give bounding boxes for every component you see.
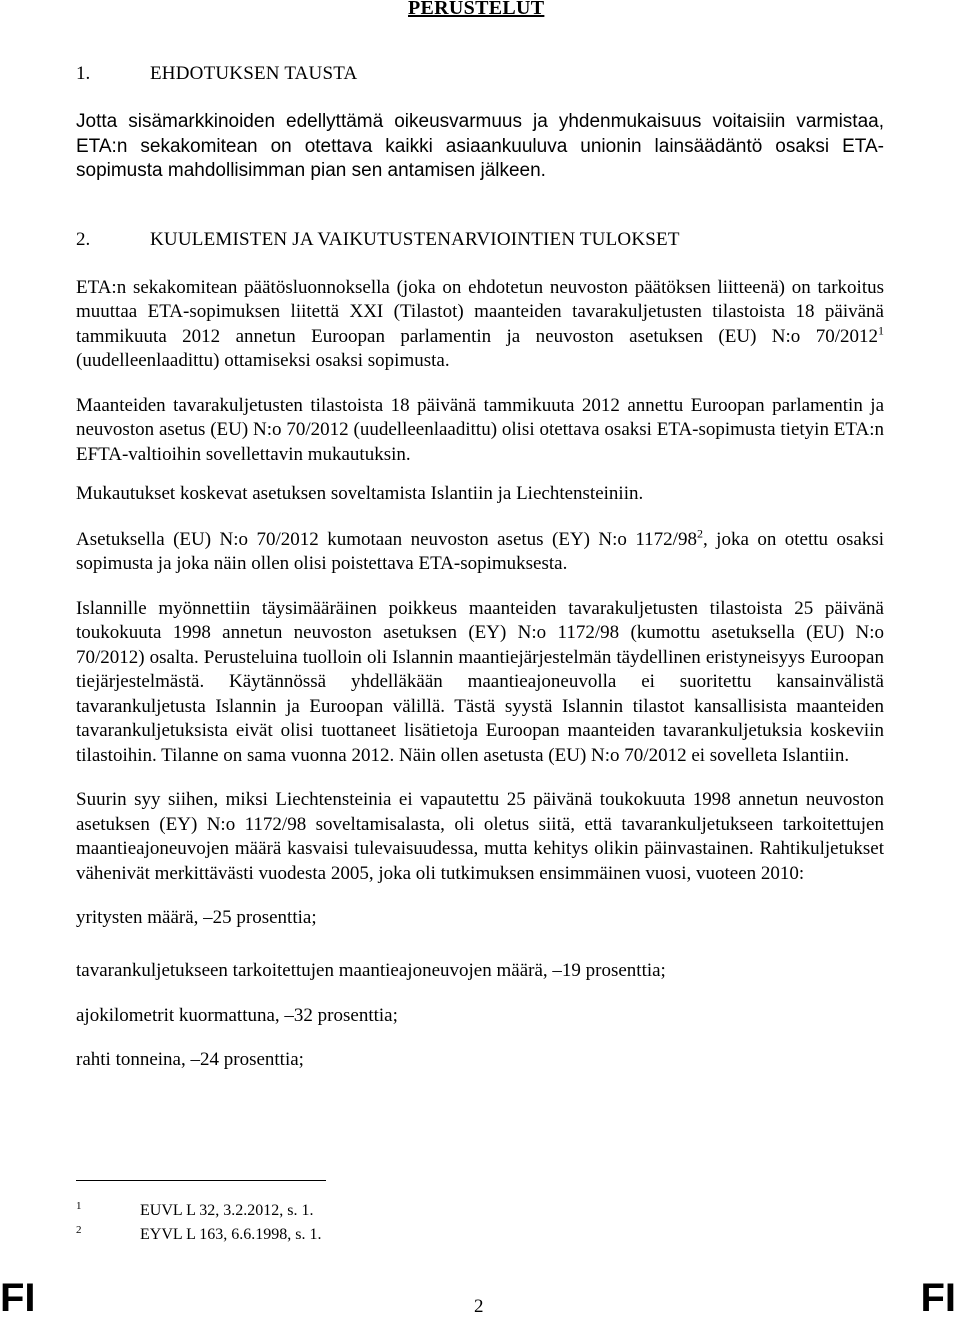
section-heading-1 bbox=[76, 62, 884, 86]
language-code-right: FI bbox=[920, 1276, 956, 1320]
language-code-left: FI bbox=[0, 1276, 36, 1320]
page-number: 2 bbox=[474, 1296, 484, 1317]
p1-text-end: (uudelleenlaadittu) ottamiseksi osaksi sopimusta. bbox=[76, 350, 450, 371]
footnote-divider bbox=[76, 1180, 326, 1181]
section-number: 1. bbox=[76, 63, 91, 84]
document-heading: PERUSTELUT bbox=[408, 0, 545, 19]
section2-paragraph-4 bbox=[76, 528, 884, 577]
section2-paragraph-5: Islannille myönnettiin täysimääräinen poikkeus maanteiden tavarakuljetusten tilastoista 25 päivänä toukokuuta 1998 annetun neuvoston asetuksen (EY) N:o 1172/98 (kumottu asetuksella (EU) N:o 70/2012) osalta. Perusteluina tuolloin oli Islannin maantiejärjestelmän täydellinen eristyneisyys Euroopan tiejärjestelmästä. Käytännössä yhdelläkään maantieajoneuvolla ei suoritettu kansainvälistä tavarankuljetusta Islannin ja Euroopan välillä. Tästä syystä Islannin tilastot kansallisista maanteiden tavarankuljetuksista eivät olisi tuottaneet lisätietoja Euroopan maanteiden tavarankuljetuksia koskeviin tilastoihin. Tilanne on sama vuonna 2012. Näin ollen asetusta (EU) N:o 70/2012 ei sovelleta Islantiin. bbox=[76, 597, 884, 766]
footnote-text: EYVL L 163, 6.6.1998, s. 1. bbox=[140, 1226, 322, 1243]
section2-paragraph-1 bbox=[76, 276, 884, 374]
footnote-number: 1 bbox=[76, 1200, 82, 1212]
list-item: tavarankuljetukseen tarkoitettujen maantieajoneuvojen määrä, –19 prosenttia; bbox=[76, 960, 666, 981]
list-item: yritysten määrä, –25 prosenttia; bbox=[76, 907, 317, 928]
section-number: 2. bbox=[76, 228, 91, 250]
section2-paragraph-2: Maanteiden tavarakuljetusten tilastoista 18 päivänä tammikuuta 2012 annettu Euroopan parlamentin ja neuvoston asetus (EU) N:o 70/2012 (uudelleenlaadittu) olisi otettava osaksi ETA-sopimusta tietyin ETA:n EFTA-valtioihin sovellettavin mukautuksin. bbox=[76, 394, 884, 465]
footnotes bbox=[76, 1199, 321, 1247]
section2-paragraph-6: Suurin syy siihen, miksi Liechtensteinia ei vapautettu 25 päivänä toukokuuta 1998 annetun neuvoston asetuksen (EY) N:o 1172/98 soveltamisalasta, oli oletus siitä, että tavarankuljetukseen tarkoitettujen maantieajoneuvojen määrä kasvaisi tulevaisuudessa, mutta kehitys olikin päinvastainen. Rahtikuljetukset vähenivät merkittävästi vuodesta 2005, joka oli tutkimuksen ensimmäinen vuosi, vuoteen 2010: bbox=[76, 789, 884, 884]
section-heading-2 bbox=[76, 228, 884, 252]
p1-text: ETA:n sekakomitean päätösluonnoksella (joka on ehdotetun neuvoston päätöksen liitteenä) on tarkoitus muuttaa ETA-sopimuksen liitettä XXI (Tilastot) maanteiden tavarakuljetusten tilastoista 18 päivänä tammikuuta 2012 annetun Euroopan parlamentin ja neuvoston asetuksen (EU) N:o 70/2012 bbox=[76, 276, 884, 347]
section1-paragraph: Jotta sisämarkkinoiden edellyttämä oikeusvarmuus ja yhdenmukaisuus voitaisiin varmistaa, ETA:n sekakomitean on otettava kaikki asiaankuuluva unionin lainsäädäntö osaksi ETA-sopimusta mahdollisimman pian sen antamisen jälkeen. bbox=[76, 111, 884, 181]
footnote-ref-2: 2 bbox=[696, 526, 703, 541]
section2-paragraph-3: Mukautukset koskevat asetuksen soveltamista Islantiin ja Liechtensteiniin. bbox=[76, 483, 644, 504]
footnote bbox=[76, 1199, 321, 1223]
footnote bbox=[76, 1223, 321, 1247]
section-title: KUULEMISTEN JA VAIKUTUSTENARVIOINTIEN TULOKSET bbox=[150, 228, 680, 250]
section-title: EHDOTUKSEN TAUSTA bbox=[150, 63, 358, 84]
footnote-ref-1: 1 bbox=[878, 323, 884, 338]
list-item: rahti tonneina, –24 prosenttia; bbox=[76, 1049, 304, 1070]
document-body bbox=[76, 62, 884, 1072]
footnote-number: 2 bbox=[76, 1224, 82, 1236]
footnote-text: EUVL L 32, 3.2.2012, s. 1. bbox=[140, 1202, 314, 1219]
p4-text-end: , joka on otettu osaksi sopimusta ja joka näin ollen olisi poistettava ETA-sopimuksesta. bbox=[76, 528, 884, 574]
p4-text: Asetuksella (EU) N:o 70/2012 kumotaan neuvoston asetus (EY) N:o 1172/98 bbox=[76, 528, 697, 550]
list-item: ajokilometrit kuormattuna, –32 prosenttia; bbox=[76, 1005, 398, 1026]
